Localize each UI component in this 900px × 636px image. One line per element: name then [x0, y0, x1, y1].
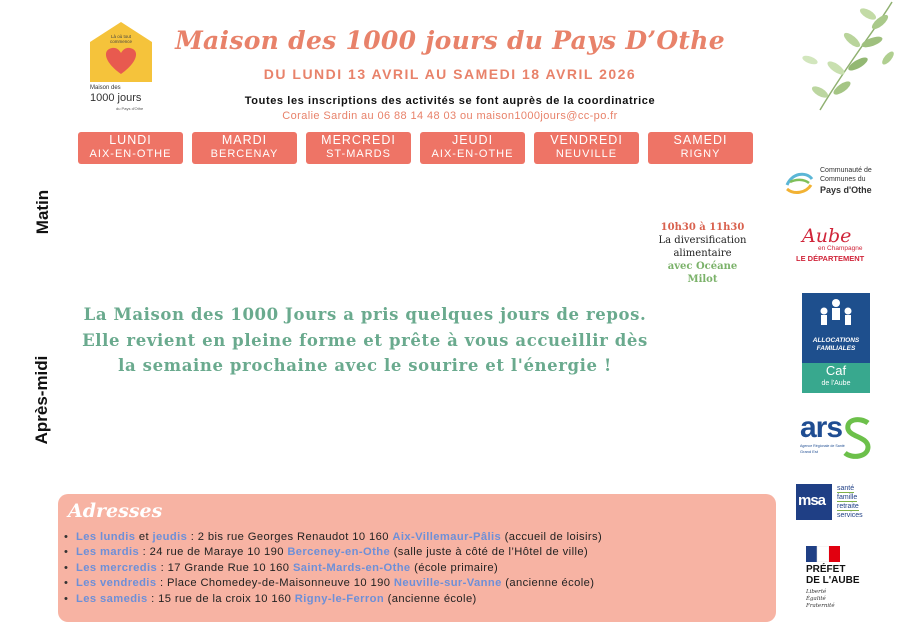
address-city: Rigny-le-Ferron — [294, 592, 385, 605]
day-header-monday — [78, 132, 183, 164]
day-name: MERCREDI — [321, 133, 396, 147]
address-city: Neuville-sur-Vanne — [393, 577, 502, 590]
ccpo-line1: Communauté de — [820, 167, 872, 174]
address-days: Les samedis — [76, 592, 148, 605]
msa-line3: famille — [837, 494, 858, 501]
ars-line3: Grand Est — [800, 449, 819, 454]
day-place: AIX-EN-OTHE — [431, 148, 514, 160]
aube-line1: Aube — [802, 225, 852, 247]
section-label-morning: Matin — [33, 189, 52, 235]
caf-line3: Caf — [825, 363, 847, 378]
address-note: (salle juste à côté de l’Hôtel de ville) — [390, 546, 589, 559]
address-city: Berceney-en-Othe — [287, 546, 391, 559]
ccpo-logo — [780, 165, 890, 201]
logo-line2: 1000 jours — [90, 92, 142, 104]
caf-line2: FAMILIALES — [816, 345, 856, 352]
logo-tagline: Là où tout commence — [109, 34, 132, 44]
address-note: (école primaire) — [410, 561, 499, 574]
day-place: RIGNY — [680, 148, 721, 160]
logo-line1: Maison des — [90, 85, 121, 91]
caf-line4: de l'Aube — [821, 380, 851, 387]
ars-line1: ars — [800, 411, 843, 444]
address-item-friday — [76, 576, 602, 591]
addresses-title: Adresses — [68, 500, 163, 522]
msa-line2: santé — [837, 485, 855, 492]
msa-line4: retraite — [837, 503, 859, 510]
address-days: Les lundis — [76, 531, 136, 543]
day-name: JEUDI — [451, 133, 494, 147]
addresses-list — [62, 530, 602, 607]
address-street: : 17 Grande Rue 10 160 — [157, 561, 293, 574]
leaves-decoration — [780, 0, 900, 120]
address-item-wednesday — [76, 561, 602, 576]
contact-info: Coralie Sardin au 06 88 14 48 03 ou maison1000jours@cc-po.fr — [282, 110, 618, 122]
aube-departement-logo — [780, 225, 890, 265]
day-header-thursday — [420, 132, 525, 164]
day-header-friday — [534, 132, 639, 164]
house-heart-icon — [86, 22, 156, 82]
address-note: (ancienne école) — [384, 592, 477, 605]
ars-logo — [798, 413, 878, 463]
msa-line1: msa — [798, 492, 826, 509]
address-days: jeudis — [152, 531, 188, 543]
msa-line5: services — [837, 512, 863, 519]
address-item-saturday — [76, 592, 602, 607]
address-days: Les mercredis — [76, 561, 158, 574]
activity-host-line2: Milot — [687, 274, 718, 285]
ccpo-line2: Communes du — [820, 176, 866, 183]
page-title: Maison des 1000 jours du Pays D’Othe — [175, 26, 725, 55]
address-connector: et — [135, 531, 153, 543]
activity-host-line1: avec Océane — [667, 261, 738, 272]
address-city: Saint-Mards-en-Othe — [292, 561, 411, 574]
activity-title-line2: alimentaire — [673, 248, 732, 259]
address-street: : 15 rue de la croix 10 160 — [147, 592, 295, 605]
day-name: SAMEDI — [673, 133, 728, 147]
address-note: (accueil de loisirs) — [501, 531, 603, 543]
caf-line1: ALLOCATIONS — [812, 337, 860, 344]
registration-info: Toutes les inscriptions des activités se font auprès de la coordinatrice — [244, 95, 656, 107]
addresses-box — [58, 494, 776, 622]
ars-s-icon — [842, 417, 872, 459]
address-street: : 2 bis rue Georges Renaudot 10 160 — [187, 531, 393, 543]
day-header-wednesday — [306, 132, 411, 164]
week-dates: DU LUNDI 13 AVRIL AU SAMEDI 18 AVRIL 2026 — [263, 66, 637, 82]
day-header-tuesday — [192, 132, 297, 164]
activity-saturday-morning — [640, 221, 765, 286]
day-name: LUNDI — [109, 133, 152, 147]
ccpo-line3: Pays d'Othe — [820, 185, 872, 195]
day-place: AIX-EN-OTHE — [89, 148, 172, 160]
prefet-line4: Égalité — [806, 596, 826, 602]
activity-time: 10h30 à 11h30 — [660, 222, 745, 233]
address-item-tuesday — [76, 545, 602, 560]
address-street: : 24 rue de Maraye 10 190 — [139, 546, 288, 559]
day-name: VENDREDI — [550, 133, 623, 147]
marianne-icon — [806, 546, 840, 562]
section-label-afternoon: Après-midi — [32, 355, 51, 445]
day-place: BERCENAY — [210, 148, 279, 160]
maison-1000-jours-logo — [86, 22, 156, 117]
caf-logo — [802, 293, 870, 393]
prefet-line2: DE L'AUBE — [806, 575, 860, 586]
prefet-line3: Liberté — [806, 589, 827, 595]
address-item-monday-thursday — [76, 530, 602, 545]
address-days: Les mardis — [76, 546, 140, 559]
logo-line3: du Pays d'Othe — [116, 106, 144, 111]
aube-line2: en Champagne — [818, 245, 863, 252]
ccpo-swirl-icon — [784, 167, 814, 197]
day-place: ST-MARDS — [326, 148, 391, 160]
address-days: Les vendredis — [76, 577, 157, 590]
address-street: : Place Chomedey-de-Maisonneuve 10 190 — [156, 577, 394, 590]
day-place: NEUVILLE — [555, 148, 618, 160]
prefet-line5: Fraternité — [806, 603, 835, 609]
activity-title-line1: La diversification — [658, 235, 747, 246]
day-name: MARDI — [221, 133, 268, 147]
address-city: Aix-Villemaur-Pâlis — [392, 531, 502, 543]
prefet-aube-logo — [806, 546, 886, 616]
msa-logo — [796, 484, 878, 524]
aube-line3: LE DÉPARTEMENT — [796, 254, 865, 263]
day-header-saturday — [648, 132, 753, 164]
address-note: (ancienne école) — [501, 577, 595, 590]
ars-line2: Agence Régionale de Santé — [800, 444, 845, 448]
prefet-line1: PRÉFET — [806, 564, 846, 575]
caf-family-icon — [816, 297, 856, 331]
closure-message: La Maison des 1000 Jours a pris quelques jours de repos. Elle revient en pleine forme et prête à vous accueillir dès la semaine prochaine avec le sourire et l'énergie ! — [82, 305, 648, 375]
